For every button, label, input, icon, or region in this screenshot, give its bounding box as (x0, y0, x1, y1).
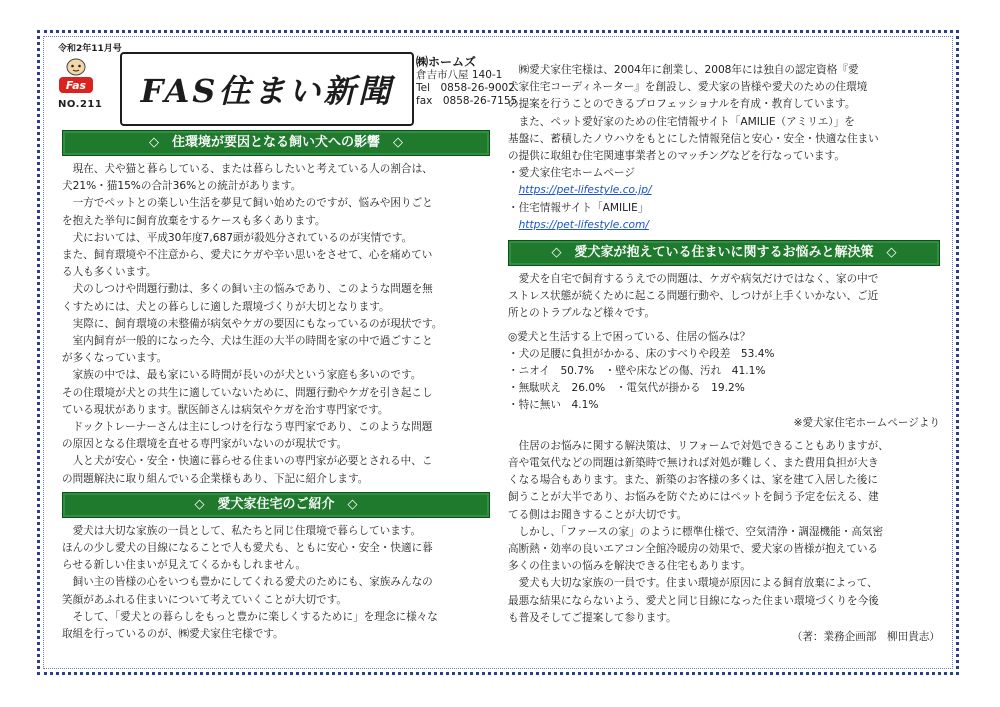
section-heading-1: ◇ 住環境が要因となる飼い犬への影響 ◇ (62, 130, 490, 156)
author-credit: （著：業務企画部 柳田貴志） (791, 631, 940, 644)
paragraph-line: 愛犬も大切な家族の一員です。住まい環境が原因による飼育放棄によって、 (518, 577, 878, 590)
paragraph-line: そして、「愛犬との暮らしをもっと豊かに楽しくするために」を理念に様々な (72, 610, 438, 623)
paragraph-line: 犬家住宅コーディネーター』を創設し、愛犬家の皆様や愛犬のための住環境 (508, 81, 868, 94)
paragraph-line: また、ペット愛好家のための住宅情報サイト「AMILIE（アミリエ）」を (518, 115, 855, 128)
paragraph-line: ストレス状態が続くために起こる問題行動や、しつけが上手くいかない、ご近 (508, 290, 879, 303)
paragraph-line: 最悪な結果にならないよう、愛犬と同じ目線になった住まい環境づくりを今後 (508, 594, 879, 607)
paragraph-line: その住環境が犬との共生に適していないために、問題行動やケガを引き起こし (62, 386, 433, 399)
paragraph-line: くなる場合もあります。また、新築のお客様の多くは、家を建て入居した後に (508, 474, 878, 487)
section-heading-3: ◇ 愛犬家が抱えている住まいに関するお悩みと解決策 ◇ (508, 240, 940, 266)
paragraph-line: ている現状があります。獣医師さんは病気やケガを治す専門家です。 (62, 403, 389, 416)
company-address: 倉吉市八屋 140-1 (416, 69, 503, 81)
survey-item: ・特に無い 4.1% (508, 399, 599, 412)
paragraph-line: 所とのトラブルなど様々です。 (508, 307, 656, 320)
paragraph-line: ほんの少し愛犬の目線になることで人も愛犬も、ともに安心・安全・快適に暮 (62, 542, 433, 555)
company-name: ㈱ホームズ (416, 55, 477, 69)
paragraph-line: も普及そしてご提案して参ります。 (508, 611, 677, 624)
left-column (58, 130, 490, 643)
section-2-body (58, 523, 490, 643)
paragraph-line: 犬のしつけや問題行動は、多くの飼い主の悩みであり、このような問題を無 (72, 283, 433, 296)
paragraph-line: 実際に、飼育環境の未整備が病気やケガの要因にもなっているのが現状です。 (72, 317, 443, 330)
company-fax: fax 0858-26-7155 (416, 95, 518, 107)
fas-mascot-logo-icon (58, 55, 94, 95)
paragraph-line: 室内飼育が一般的になった今、犬は生涯の大半の時間を家の中で過ごすこと (72, 335, 433, 348)
paragraph-line: 家族の中では、最も家にいる時間が長いのが犬という家庭も多いのです。 (72, 369, 422, 382)
paragraph-line: が多くなっています。 (62, 352, 168, 365)
survey-title: ◎愛犬と生活する上で困っている、住居の悩みは？ (508, 330, 751, 343)
company-info (416, 56, 517, 108)
paragraph-line: 取組を行っているのが、㈱愛犬家住宅様です。 (62, 628, 284, 641)
paragraph-line: 愛犬は大切な家族の一員として、私たちと同じ住環境で暮らしています。 (72, 524, 422, 537)
paragraph-line: 人と犬が安心・安全・快適に暮らせる住まいの専門家が必要とされる中、こ (72, 455, 433, 468)
paragraph-line: を抱えた挙句に飼育放棄をするケースも多くあります。 (62, 214, 326, 227)
newsletter-title-box (120, 52, 414, 126)
homepage-link[interactable]: https://pet-lifestyle.co.jp/ (518, 184, 652, 197)
company-intro (508, 62, 940, 234)
survey-item: ・無駄吠え 26.0% ・電気代が掛かる 19.2% (508, 382, 745, 395)
paragraph-line: 飼うことが大半であり、お悩みを防ぐためにはペットを飼う予定を伝える、建 (508, 491, 879, 504)
paragraph-line: 愛犬を自宅で飼育するうえでの問題は、ケガや病気だけではなく、家の中で (518, 273, 879, 286)
paragraph-line: の提供に取組む住宅関連事業者とのマッチングなどを行なっています。 (508, 150, 845, 163)
paragraph-line: 犬においては、平成30年度7,687頭が殺処分されているのが実情です。 (72, 231, 413, 244)
paragraph-line: 飼い主の皆様の心をいつも豊かにしてくれる愛犬のためにも、家族みんなの (72, 576, 433, 589)
survey-item: ・ニオイ 50.7% ・壁や床などの傷、汚れ 41.1% (508, 365, 766, 378)
paragraph-line: 音や電気代などの問題は新築時で無ければ対処が難しく、また費用負担が大き (508, 457, 879, 470)
paragraph-line: 犬21%・猫15%の合計36%との統計があります。 (62, 180, 302, 193)
paragraph-line: 笑顔があふれる住まいについて考えていくことが大切です。 (62, 593, 347, 606)
paragraph-line: また、飼育環境や不注意から、愛犬にケガや辛い思いをさせて、心を痛めてい (62, 249, 433, 262)
paragraph-line: 現在、犬や猫と暮らしている、または暮らしたいと考えている人の割合は、 (72, 163, 433, 175)
section-1-body (58, 161, 490, 488)
paragraph-line: くすためには、犬との暮らしに適した環境づくりが大切となります。 (62, 300, 390, 313)
paragraph-line: てる側はお聞きすることが大切です。 (508, 508, 688, 521)
amilie-link[interactable]: https://pet-lifestyle.com/ (518, 218, 649, 231)
site-label: ・住宅情報サイト「AMILIE」 (508, 201, 649, 214)
company-tel: Tel 0858-26-9002 (416, 82, 515, 94)
survey-item: ・犬の足腰に負担がかかる、床のすべりや段差 53.4% (508, 347, 775, 360)
paragraph-line: る人も多くいます。 (62, 266, 157, 279)
paragraph-line: ドックトレーナーさんは主にしつけを行なう専門家であり、このような問題 (72, 421, 433, 434)
logo-text: Fas (65, 79, 87, 92)
paragraph-line: の原因となる住環境を直せる専門家がいないのが現状です。 (62, 438, 348, 451)
issue-date: 令和2年11月号 (58, 44, 122, 54)
issue-number: NO.211 (58, 99, 103, 110)
paragraph-line: 住居のお悩みに関する解決策は、リフォームで対処できることもありますが、 (518, 439, 889, 452)
paragraph-line: 高断熱・効率の良いエアコン全館冷暖房の効果で、愛犬家の皆様が抱えている (508, 543, 879, 556)
paragraph-line: 基盤に、蓄積したノウハウをもとにした情報発信と安心・安全・快適な住まい (508, 132, 879, 145)
section-3-body (508, 271, 940, 646)
paragraph-line: ㈱愛犬家住宅様は、2004年に創業し、2008年には独自の認定資格『愛 (518, 64, 859, 76)
survey-source: ※愛犬家住宅ホームページより (793, 416, 940, 429)
site-label: ・愛犬家住宅ホームページ (508, 167, 635, 180)
paragraph-line: の提案を行うことのできるプロフェッショナルを育成・教育しています。 (508, 98, 856, 111)
section-heading-2: ◇ 愛犬家住宅のご紹介 ◇ (62, 492, 490, 518)
right-column (508, 62, 940, 646)
newsletter-title: FAS住まい新聞 (140, 72, 394, 110)
paragraph-line: らせる新しい住まいが見えてくるかもしれません。 (62, 559, 306, 572)
paragraph-line: の問題解決に取り組んでいる企業様もあり、下記に紹介します。 (62, 472, 369, 485)
paragraph-line: 一方でペットとの楽しい生活を夢見て飼い始めたのですが、悩みや困りごと (72, 197, 433, 210)
paragraph-line: しかし、「ファースの家」のように標準仕様で、空気清浄・調湿機能・高気密 (518, 525, 884, 538)
paragraph-line: 多くの住まいの悩みを解決できる住宅もあります。 (508, 560, 751, 573)
